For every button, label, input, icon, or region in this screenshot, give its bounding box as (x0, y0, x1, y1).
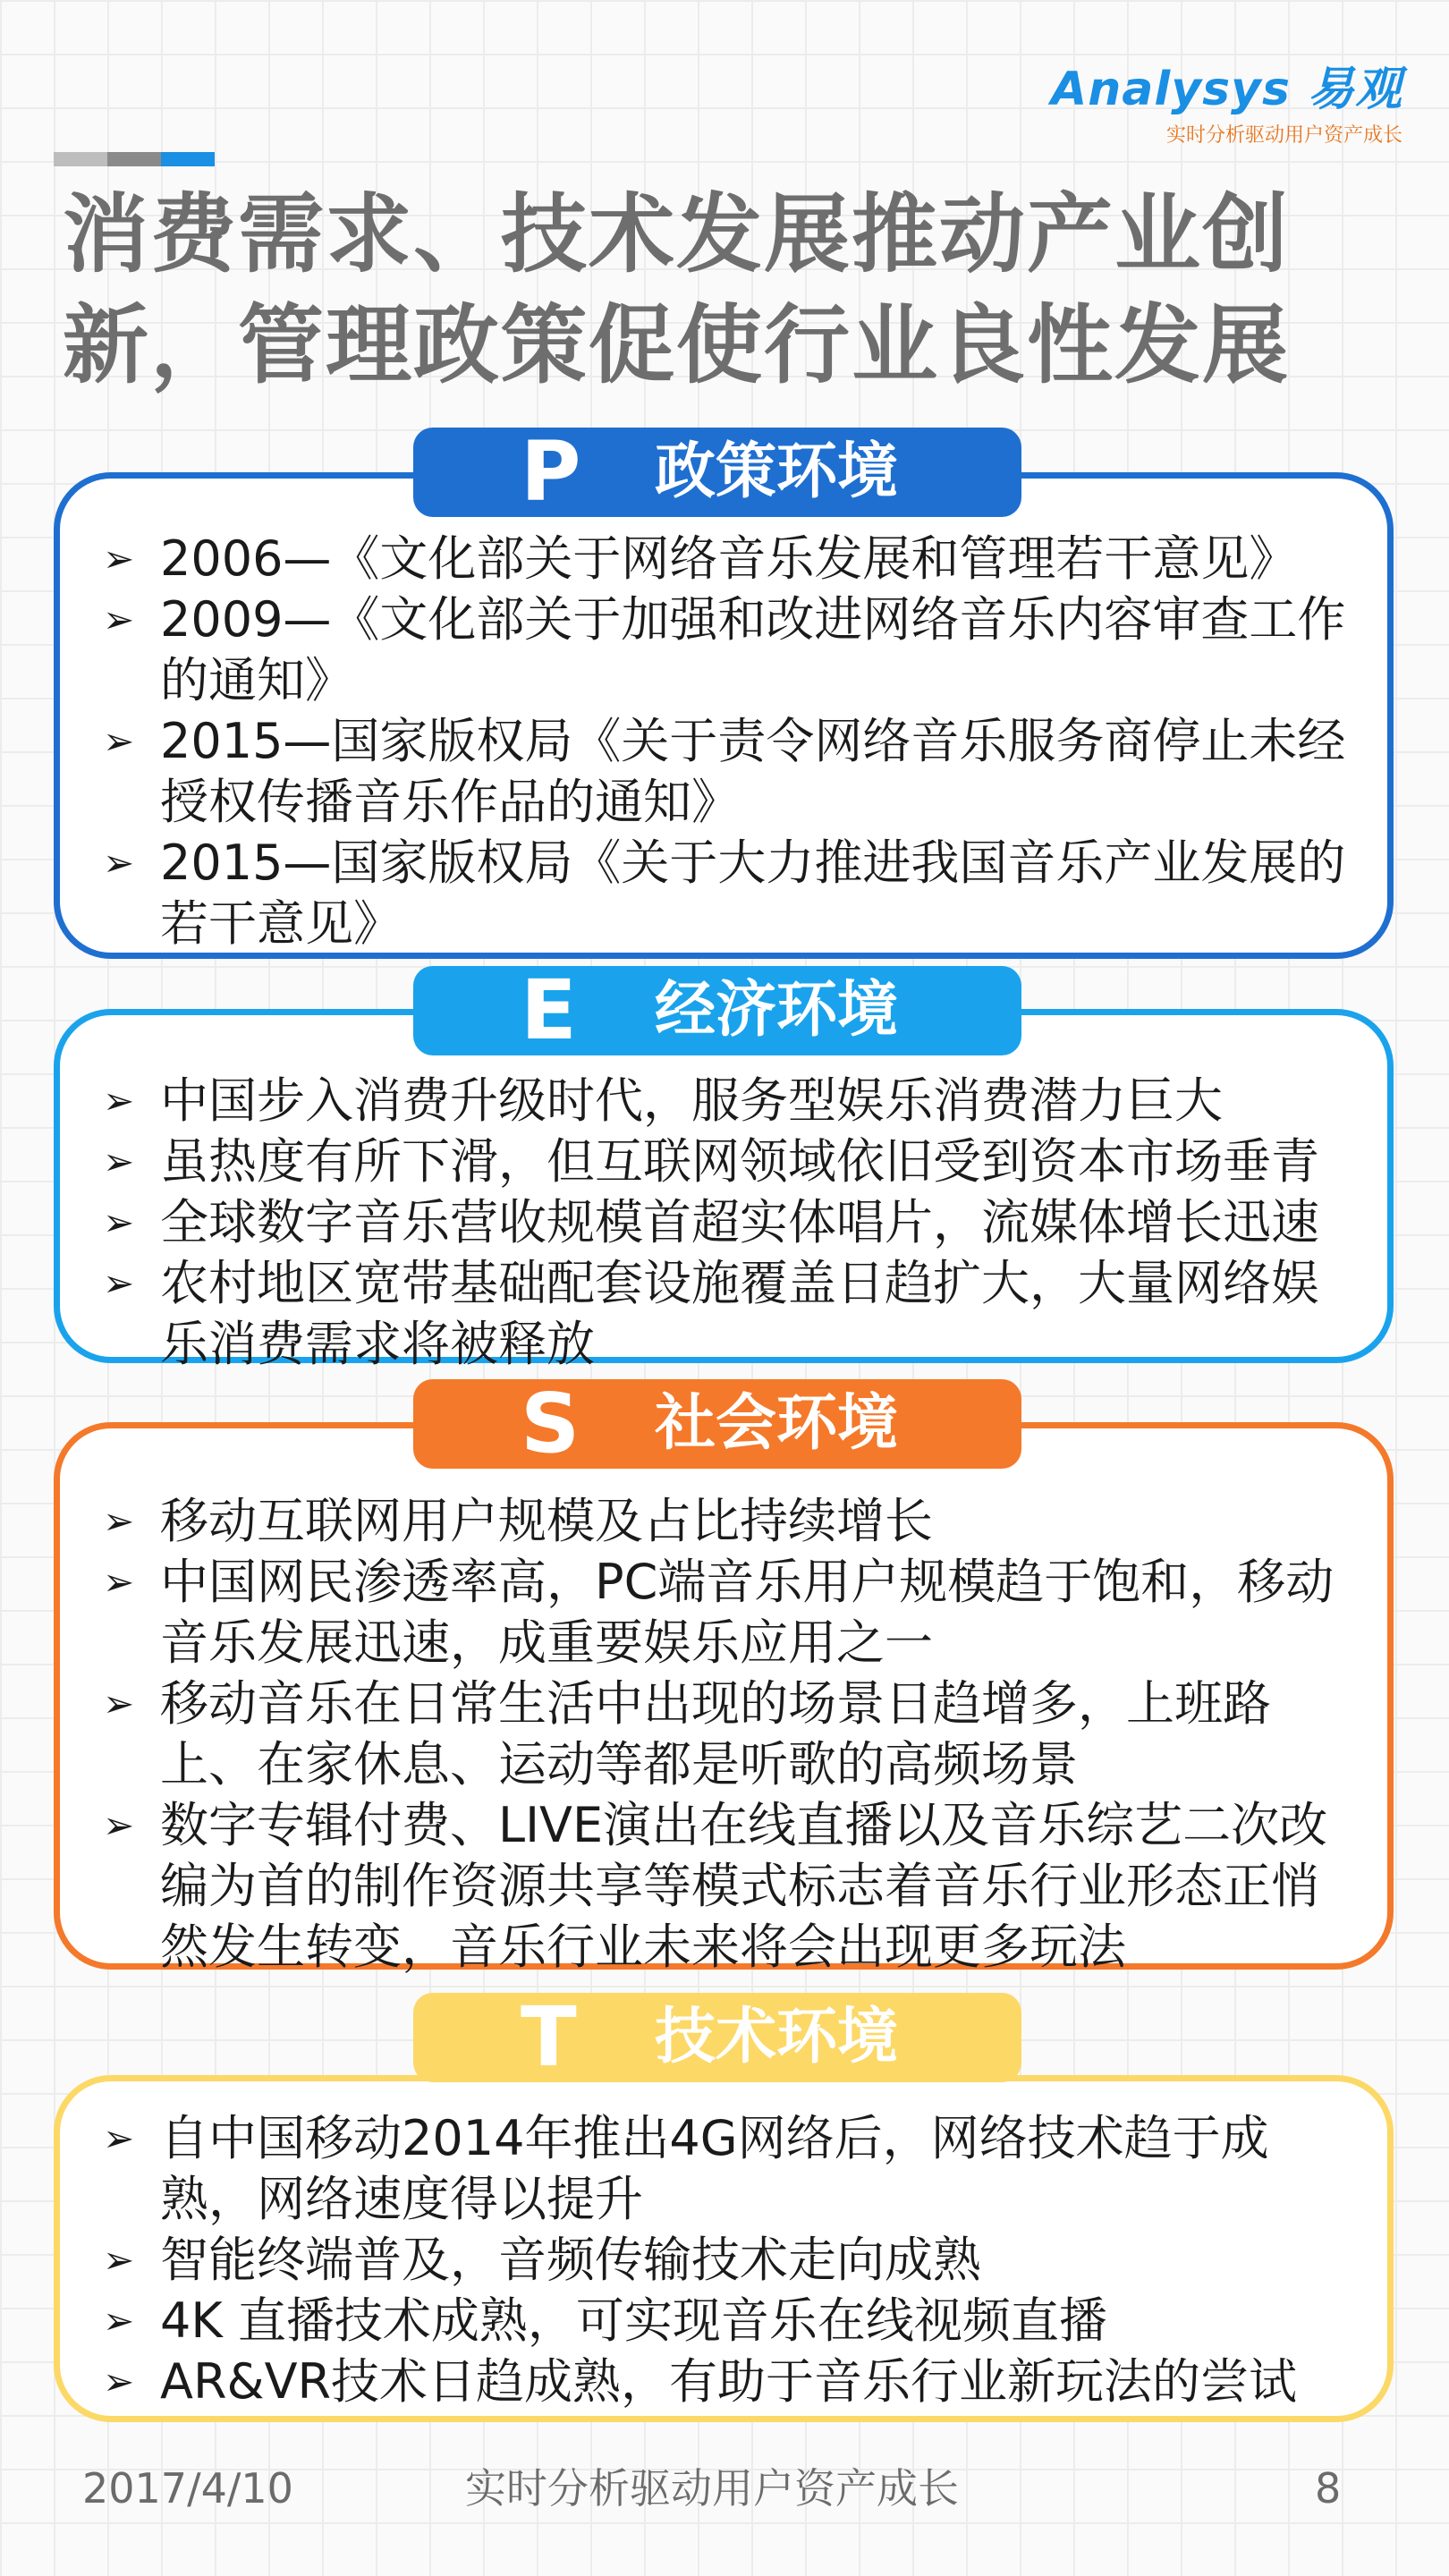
footer-date: 2017/4/10 (82, 2464, 293, 2512)
policy-label: 政策环境 (655, 436, 899, 507)
arrow-bullet-icon: ➢ (103, 719, 135, 763)
arrow-bullet-icon: ➢ (103, 1140, 135, 1183)
society-letter: S (521, 1376, 580, 1471)
technology-list (96, 2108, 1352, 2412)
policy-letter: P (521, 424, 581, 520)
arrow-bullet-icon: ➢ (103, 597, 135, 641)
arrow-bullet-icon: ➢ (103, 2299, 135, 2343)
policy-list (96, 529, 1352, 954)
list-item: ➢ AR&VR技术日趋成熟，有助于音乐行业新玩法的尝试 (96, 2351, 1352, 2412)
technology-label: 技术环境 (655, 2002, 899, 2072)
society-section (54, 1422, 1394, 1975)
technology-header (413, 1989, 1021, 2085)
arrow-bullet-icon: ➢ (103, 2116, 135, 2160)
technology-letter: T (521, 1989, 577, 2085)
society-list (96, 1491, 1352, 1978)
list-item: ➢ 智能终端普及，音频传输技术走向成熟 (96, 2230, 1352, 2291)
technology-section (54, 2075, 1394, 2422)
list-item: ➢ 2015—国家版权局《关于责令网络音乐服务商停止未经授权传播音乐作品的通知》 (103, 713, 1346, 830)
list-item: ➢ 2006—《文化部关于网络音乐发展和管理若干意见》 (96, 529, 1352, 589)
footer-slogan: 实时分析驱动用户资产成长 (465, 2464, 959, 2512)
page-title: 消费需求、技术发展推动产业创新，管理政策促使行业良性发展 (63, 184, 1290, 395)
logo-tagline: 实时分析驱动用户资产成长 (1165, 124, 1402, 147)
society-header (413, 1376, 1021, 1471)
economy-section (54, 1009, 1394, 1372)
policy-section (54, 472, 1394, 959)
list-item: ➢ 移动互联网用户规模及占比持续增长 (96, 1491, 1352, 1552)
list-item: ➢ 数字专辑付费、LIVE演出在线直播以及音乐综艺二次改编为首的制作资源共享等模式标志着音乐行业形态正悄然发生转变，音乐行业未来将会出现更多玩法 (103, 1797, 1328, 1975)
arrow-bullet-icon: ➢ (103, 1560, 135, 1604)
economy-label: 经济环境 (655, 975, 899, 1046)
arrow-bullet-icon: ➢ (103, 1803, 135, 1847)
arrow-bullet-icon: ➢ (103, 1682, 135, 1725)
list-item: ➢ 全球数字音乐营收规模首超实体唱片，流媒体增长迅速 (96, 1192, 1352, 1253)
list-item: ➢ 2015—国家版权局《关于大力推进我国音乐产业发展的若干意见》 (103, 835, 1346, 952)
page-number: 8 (1315, 2464, 1342, 2512)
economy-header (413, 962, 1021, 1058)
list-item: ➢ 2009—《文化部关于加强和改进网络音乐内容审查工作的通知》 (103, 591, 1346, 708)
arrow-bullet-icon: ➢ (103, 841, 135, 885)
arrow-bullet-icon: ➢ (103, 537, 135, 580)
title-accent-bar (54, 152, 215, 166)
arrow-bullet-icon: ➢ (103, 1261, 135, 1305)
list-item: ➢ 农村地区宽带基础配套设施覆盖日趋扩大，大量网络娱乐消费需求将被释放 (103, 1255, 1319, 1372)
list-item: ➢ 自中国移动2014年推出4G网络后，网络技术趋于成熟，网络速度得以提升 (103, 2110, 1269, 2227)
analysys-logo (1051, 63, 1402, 148)
list-item: ➢ 虽热度有所下滑，但互联网领域依旧受到资本市场垂青 (96, 1131, 1352, 1192)
arrow-bullet-icon: ➢ (103, 1079, 135, 1123)
logo-brand: Analysys 易观 (1051, 63, 1402, 116)
policy-header (413, 424, 1021, 520)
arrow-bullet-icon: ➢ (103, 2360, 135, 2403)
society-label: 社会环境 (655, 1388, 899, 1459)
list-item: ➢ 移动音乐在日常生活中出现的场景日趋增多，上班路上、在家休息、运动等都是听歌的高频场景 (103, 1675, 1271, 1792)
arrow-bullet-icon: ➢ (103, 1200, 135, 1244)
list-item: ➢ 4K 直播技术成熟，可实现音乐在线视频直播 (96, 2291, 1352, 2351)
economy-letter: E (521, 962, 577, 1058)
list-item: ➢ 中国网民渗透率高，PC端音乐用户规模趋于饱和，移动音乐发展迅速，成重要娱乐应用之一 (103, 1554, 1335, 1671)
list-item: ➢ 中国步入消费升级时代，服务型娱乐消费潜力巨大 (96, 1071, 1352, 1131)
arrow-bullet-icon: ➢ (103, 2238, 135, 2282)
arrow-bullet-icon: ➢ (103, 1499, 135, 1543)
economy-list (96, 1071, 1352, 1375)
